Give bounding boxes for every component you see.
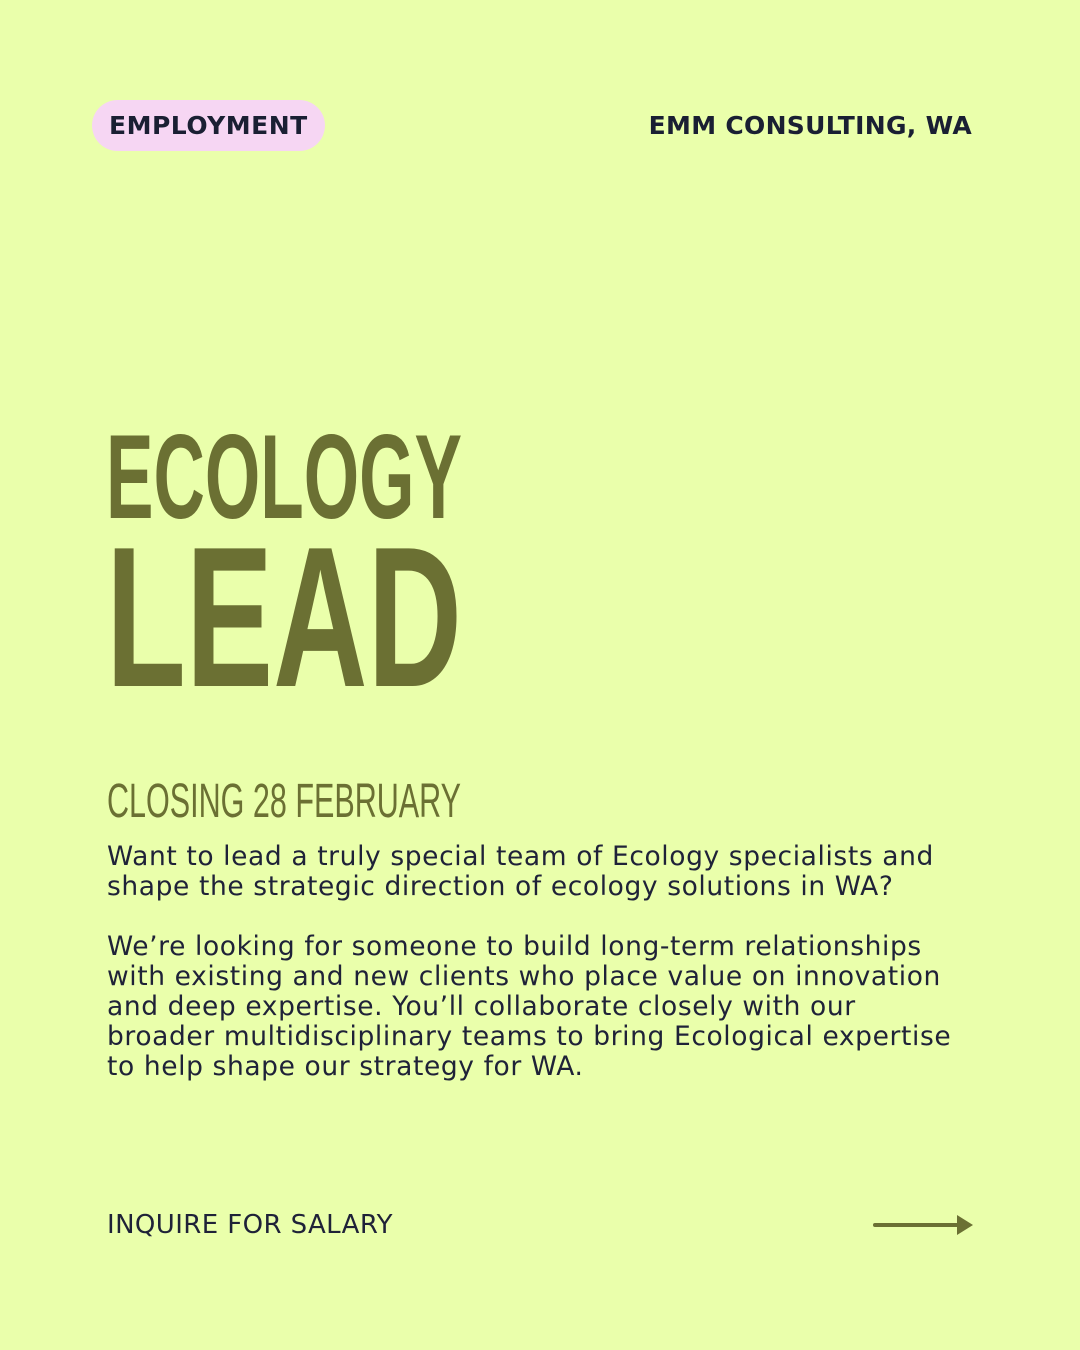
category-tag bbox=[92, 100, 325, 151]
description-paragraph-2: We’re looking for someone to build long-term relationships with existing and new clients who place value on innovation and deep expertise. You’ll collaborate closely with our broader multidisciplinary teams to bring Ecological expertise to help shape our strategy for WA. bbox=[107, 931, 952, 1082]
closing-date-graphic bbox=[107, 776, 467, 828]
closing-date-text: CLOSING 28 FEBRUARY bbox=[107, 775, 461, 828]
job-title-line2: LEAD bbox=[106, 506, 462, 729]
description-paragraph-1: Want to lead a truly special team of Ecology specialists and shape the strategic direction of ecology solutions in WA? bbox=[107, 841, 934, 902]
category-tag-label: EMPLOYMENT bbox=[109, 111, 308, 140]
company-name: EMM CONSULTING, WA bbox=[648, 111, 972, 140]
job-title-line1: ECOLOGY bbox=[106, 410, 462, 544]
arrow-right-icon[interactable] bbox=[873, 1211, 975, 1239]
job-title bbox=[100, 410, 480, 729]
closing-date bbox=[107, 776, 467, 828]
job-title-graphic bbox=[100, 410, 480, 729]
salary-link[interactable]: INQUIRE FOR SALARY bbox=[107, 1210, 393, 1240]
